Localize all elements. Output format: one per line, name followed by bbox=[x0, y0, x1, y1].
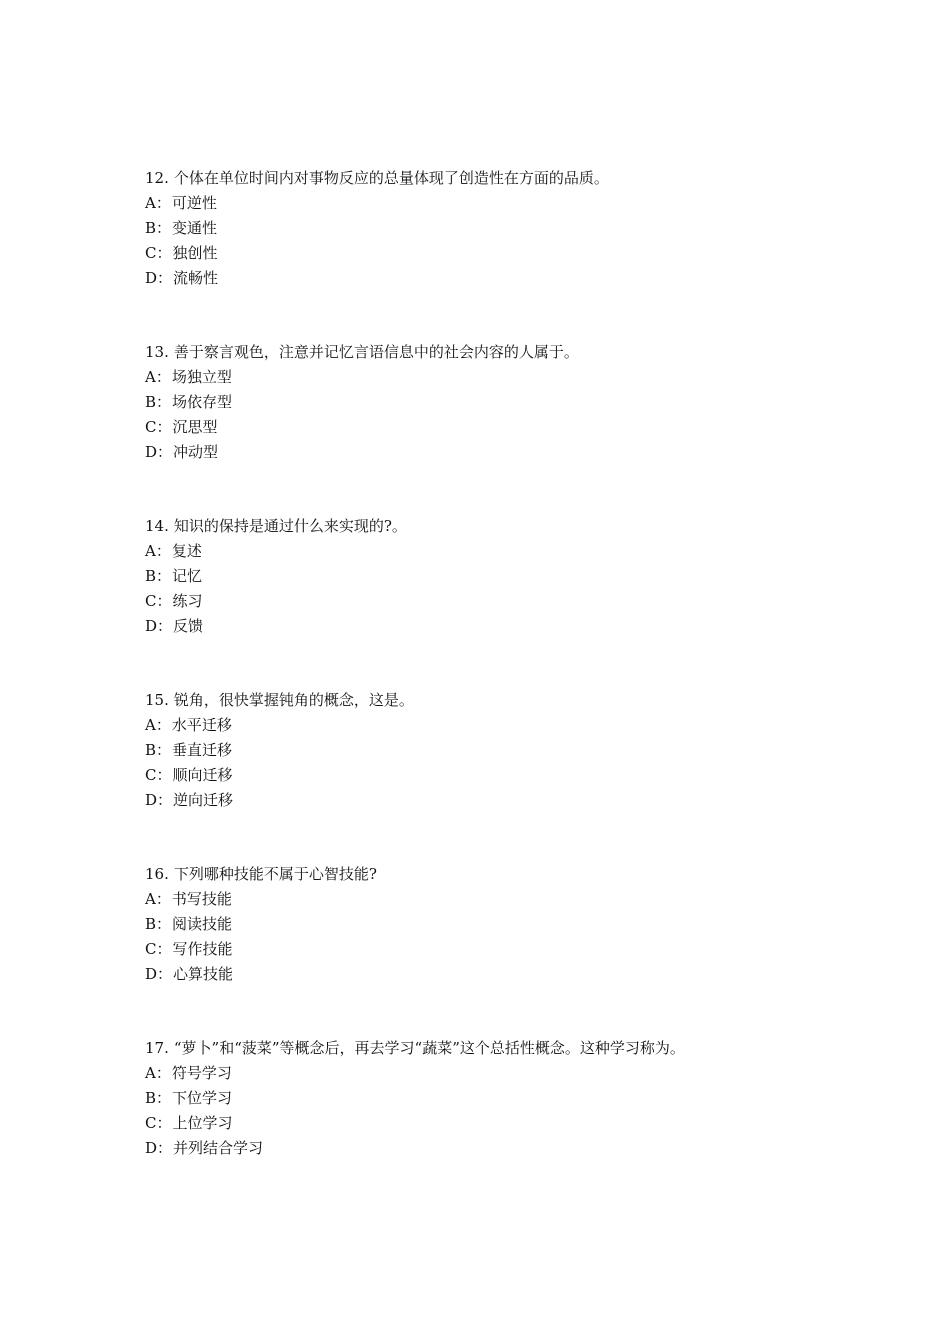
option-c bbox=[145, 1111, 845, 1136]
question-stem bbox=[145, 862, 845, 887]
question-16 bbox=[145, 862, 845, 987]
option-text: 反馈 bbox=[173, 617, 204, 635]
question-number: 14. bbox=[145, 517, 169, 535]
option-b bbox=[145, 738, 845, 763]
option-d bbox=[145, 788, 845, 813]
option-text: 顺向迁移 bbox=[172, 766, 233, 784]
option-letter: B bbox=[145, 567, 157, 585]
option-text: 水平迁移 bbox=[171, 716, 232, 734]
question-stem bbox=[145, 514, 845, 539]
option-separator: ： bbox=[157, 617, 173, 635]
question-number: 16. bbox=[145, 865, 169, 883]
option-letter: D bbox=[145, 965, 158, 983]
option-letter: A bbox=[145, 194, 156, 212]
question-13 bbox=[145, 340, 845, 465]
option-text: 上位学习 bbox=[172, 1114, 233, 1132]
question-stem bbox=[145, 340, 845, 365]
option-b bbox=[145, 1086, 845, 1111]
option-a bbox=[145, 713, 845, 738]
option-d bbox=[145, 440, 845, 465]
option-letter: A bbox=[145, 368, 156, 386]
option-separator: ： bbox=[156, 393, 172, 411]
option-text: 变通性 bbox=[172, 219, 218, 237]
option-a bbox=[145, 191, 845, 216]
option-separator: ： bbox=[156, 592, 172, 610]
question-12 bbox=[145, 166, 845, 291]
option-a bbox=[145, 1061, 845, 1086]
option-text: 场依存型 bbox=[172, 393, 233, 411]
question-text: 善于察言观色，注意并记忆言语信息中的社会内容的人属于。 bbox=[173, 343, 579, 361]
question-text: 个体在单位时间内对事物反应的总量体现了创造性在方面的品质。 bbox=[173, 169, 609, 187]
option-letter: A bbox=[145, 542, 156, 560]
option-separator: ： bbox=[157, 443, 173, 461]
option-separator: ： bbox=[156, 244, 172, 262]
option-letter: B bbox=[145, 393, 157, 411]
option-letter: B bbox=[145, 219, 157, 237]
option-separator: ： bbox=[157, 965, 173, 983]
option-text: 垂直迁移 bbox=[172, 741, 233, 759]
option-letter: C bbox=[145, 592, 157, 610]
option-d bbox=[145, 614, 845, 639]
question-stem bbox=[145, 1036, 845, 1061]
option-letter: C bbox=[145, 940, 157, 958]
option-letter: B bbox=[145, 741, 157, 759]
option-letter: B bbox=[145, 915, 157, 933]
question-stem bbox=[145, 688, 845, 713]
option-a bbox=[145, 365, 845, 390]
option-letter: D bbox=[145, 1139, 158, 1157]
option-letter: D bbox=[145, 443, 158, 461]
option-c bbox=[145, 589, 845, 614]
option-text: 沉思型 bbox=[172, 418, 218, 436]
question-14 bbox=[145, 514, 845, 639]
option-text: 场独立型 bbox=[171, 368, 232, 386]
option-text: 冲动型 bbox=[173, 443, 219, 461]
option-c bbox=[145, 937, 845, 962]
option-separator: ： bbox=[156, 940, 172, 958]
option-separator: ： bbox=[157, 791, 173, 809]
option-separator: ： bbox=[157, 269, 173, 287]
question-text: “萝卜”和“菠菜”等概念后，再去学习“蔬菜”这个总括性概念。这种学习称为。 bbox=[173, 1039, 685, 1057]
option-text: 练习 bbox=[172, 592, 203, 610]
option-text: 符号学习 bbox=[171, 1064, 232, 1082]
option-letter: D bbox=[145, 791, 158, 809]
question-number: 17. bbox=[145, 1039, 169, 1057]
option-text: 独创性 bbox=[172, 244, 218, 262]
option-text: 流畅性 bbox=[173, 269, 219, 287]
option-separator: ： bbox=[155, 716, 171, 734]
option-letter: D bbox=[145, 617, 158, 635]
option-letter: C bbox=[145, 1114, 157, 1132]
option-letter: C bbox=[145, 766, 157, 784]
question-17 bbox=[145, 1036, 845, 1161]
option-text: 逆向迁移 bbox=[173, 791, 234, 809]
question-text: 下列哪种技能不属于心智技能? bbox=[173, 865, 377, 883]
option-separator: ： bbox=[155, 368, 171, 386]
option-text: 复述 bbox=[171, 542, 202, 560]
option-letter: C bbox=[145, 418, 157, 436]
question-number: 12. bbox=[145, 169, 169, 187]
option-letter: B bbox=[145, 1089, 157, 1107]
option-letter: D bbox=[145, 269, 158, 287]
option-text: 并列结合学习 bbox=[173, 1139, 264, 1157]
question-stem bbox=[145, 166, 845, 191]
option-d bbox=[145, 962, 845, 987]
option-a bbox=[145, 539, 845, 564]
option-c bbox=[145, 415, 845, 440]
option-separator: ： bbox=[156, 741, 172, 759]
option-separator: ： bbox=[157, 1139, 173, 1157]
option-b bbox=[145, 564, 845, 589]
option-separator: ： bbox=[156, 418, 172, 436]
option-text: 下位学习 bbox=[172, 1089, 233, 1107]
option-separator: ： bbox=[156, 219, 172, 237]
option-separator: ： bbox=[156, 1089, 172, 1107]
option-text: 可逆性 bbox=[171, 194, 217, 212]
option-b bbox=[145, 912, 845, 937]
question-15 bbox=[145, 688, 845, 813]
question-text: 知识的保持是通过什么来实现的?。 bbox=[173, 517, 407, 535]
option-separator: ： bbox=[156, 567, 172, 585]
option-text: 记忆 bbox=[172, 567, 203, 585]
option-separator: ： bbox=[155, 890, 171, 908]
option-a bbox=[145, 887, 845, 912]
option-letter: A bbox=[145, 890, 156, 908]
option-text: 心算技能 bbox=[173, 965, 234, 983]
option-b bbox=[145, 390, 845, 415]
option-c bbox=[145, 241, 845, 266]
option-text: 写作技能 bbox=[172, 940, 233, 958]
question-text: 锐角，很快掌握钝角的概念，这是。 bbox=[173, 691, 414, 709]
option-b bbox=[145, 216, 845, 241]
question-number: 15. bbox=[145, 691, 169, 709]
option-separator: ： bbox=[156, 915, 172, 933]
option-text: 书写技能 bbox=[171, 890, 232, 908]
option-separator: ： bbox=[155, 194, 171, 212]
option-d bbox=[145, 1136, 845, 1161]
option-separator: ： bbox=[156, 1114, 172, 1132]
option-letter: A bbox=[145, 716, 156, 734]
option-separator: ： bbox=[156, 766, 172, 784]
question-number: 13. bbox=[145, 343, 169, 361]
option-c bbox=[145, 763, 845, 788]
option-text: 阅读技能 bbox=[172, 915, 233, 933]
option-separator: ： bbox=[155, 1064, 171, 1082]
option-letter: A bbox=[145, 1064, 156, 1082]
option-separator: ： bbox=[155, 542, 171, 560]
option-d bbox=[145, 266, 845, 291]
option-letter: C bbox=[145, 244, 157, 262]
